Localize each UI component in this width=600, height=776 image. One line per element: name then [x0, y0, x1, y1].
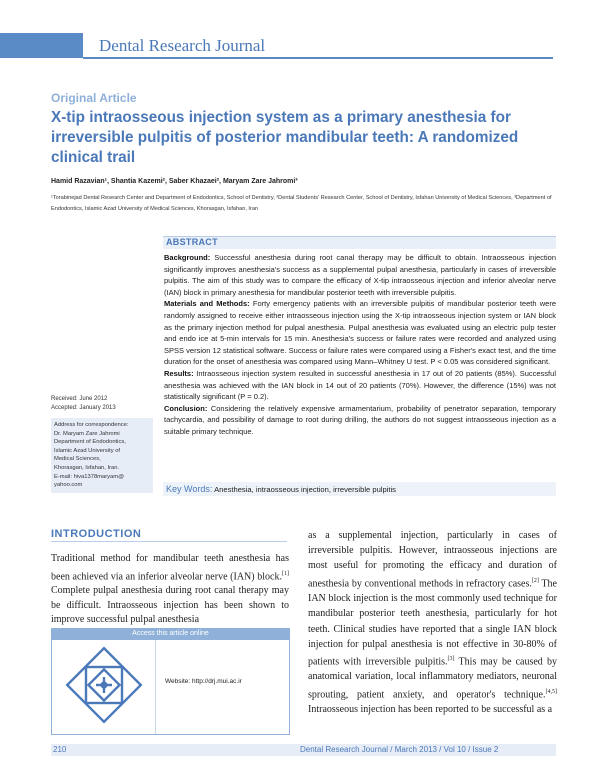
journal-logo-icon: [62, 643, 146, 727]
correspondence-line: Khorasgan, Isfahan, Iran.: [54, 464, 120, 471]
citation[interactable]: [3]: [447, 655, 455, 662]
background-label: Background:: [164, 253, 211, 262]
article-title: X-tip intraosseous injection system as a primary anesthesia for irreversible pulpitis of posterior mandibular teeth: A randomized clinical trail: [51, 109, 519, 166]
introduction-heading: INTRODUCTION: [51, 528, 142, 540]
header-rule: [83, 57, 553, 59]
citation[interactable]: [4,5]: [545, 688, 557, 695]
affiliations: ¹Torabinejad Dental Research Center and Department of Endodontics, School of Dentistry, ²Dental Students' Research Center, School of Dentistry, Isfahan University of Medical Sciences, ³Department of Endodontics, Islamic Azad University of Medical Sciences, Khorasgan, Isfahan, Iran: [51, 195, 552, 212]
correspondence-line: Department of Endodontics,: [54, 439, 126, 446]
intro-column-1: [51, 552, 289, 628]
citation[interactable]: [1]: [282, 570, 289, 577]
intro-text: The IAN block injection is the most commonly used technique for mandibular posterior teeth anesthesia, particularly for hot teeth. Clinical studies have reported that a single IAN block injection for pulpal anesthesia is not effective in 30-80% of patients with irreversible pulpitis.: [308, 577, 558, 668]
results-label: Results:: [164, 368, 194, 378]
introduction-rule: [51, 541, 287, 542]
correspondence-email[interactable]: E-mail: hiva1378maryam@: [54, 473, 124, 480]
website-link[interactable]: Website: http://drj.mui.ac.ir: [165, 678, 242, 685]
correspondence-line: Dr. Maryam Zare Jahromi: [54, 430, 120, 437]
article-dates: [51, 395, 116, 413]
access-online-heading: Access this article online: [51, 628, 290, 640]
abstract-heading: ABSTRACT: [166, 237, 218, 247]
correspondence: [54, 421, 152, 490]
intro-text: Traditional method for mandibular teeth anesthesia has been achieved via an inferior alveolar nerve (IAN) block.: [51, 553, 289, 582]
methods-text: Forty emergency patients with an irreversible pulpitis of mandibular posterior teeth were randomly assigned to receive either intraosseous injection using the X-tip intraosseous injection system or IAN block as the primary injection method for pulpal anesthesia. Pulpal anesthesia was evaluated using an electric pulp tester and endo ice at 5-min intervals for 15 min. Anesthesia's success or failure rates were recorded and analyzed using SPSS version 12 statistical software. Success or failure rates were compared using a Fisher's exact test, and the time duration for the onset of anesthesia was compared using Mann–Whitney U test. P < 0.05 was considered significant.: [164, 299, 556, 367]
correspondence-line: Medical Sciences,: [54, 456, 101, 463]
intro-text: as a supplemental injection, particularly in cases of irreversible pulpitis. However, intraosseous injections are most useful for promoting the efficacy and duration of anesthesia by conventional methods in refractory cases.: [308, 530, 557, 589]
page-number: 210: [53, 745, 67, 754]
abstract-header-band: [163, 236, 556, 249]
correspondence-label: Address for correspondence:: [54, 422, 129, 428]
citation[interactable]: [2]: [531, 577, 539, 584]
accepted-date: Accepted: January 2013: [51, 405, 116, 411]
keywords-label: Key Words:: [166, 484, 213, 494]
article-type-label: Original Article: [51, 91, 137, 105]
conclusion-text: Considering the relatively expensive armamentarium, probability of penetrator separation, temporary tachycardia, and possibility of damage to root during drilling, the authors do not suggest intraosseous injection as a suitable primary technique.: [164, 403, 556, 436]
abstract-body: [164, 252, 556, 438]
correspondence-email-cont[interactable]: yahoo.com: [54, 482, 83, 489]
keywords: [166, 484, 396, 494]
footer-citation: Dental Research Journal / March 2013 / Vol 10 / Issue 2: [300, 745, 499, 754]
journal-name: Dental Research Journal: [99, 36, 266, 55]
author-list: Hamid Razavian¹, Shantia Kazemi², Saber Khazaei², Maryam Zare Jahromi³: [51, 178, 298, 185]
intro-text: This may be caused by anatomical variation, local inflammatory mediators, neuronal sprouting, patient anxiety, and operator's technique.: [308, 656, 557, 701]
keywords-text: Anesthesia, intraosseous injection, irreversible pulpitis: [214, 485, 396, 494]
intro-column-2: [308, 528, 557, 717]
methods-label: Materials and Methods:: [164, 299, 250, 309]
intro-text: Intraosseous injection has been reported to be successful as a: [308, 704, 553, 716]
background-text: Successful anesthesia during root canal therapy may be difficult to obtain. Intraosseous injection significantly improves anesthesia's success as a supplemental pulpal anesthesia, particularly in cases of irreversible pulpitis. The aim of this study was to compare the efficacy of X-tip intraosseous injection and inferior alveolar nerve (IAN) block in primary anesthesia for mandibular posterior teeth with irreversible pulpitis.: [164, 253, 556, 297]
conclusion-label: Conclusion:: [164, 403, 208, 413]
received-date: Received: June 2012: [51, 396, 108, 402]
access-box-divider: [155, 640, 156, 734]
header-color-block: [0, 33, 83, 58]
correspondence-line: Islamic Azad University of: [54, 447, 121, 454]
results-text: Intraosseous injection system resulted in successful anesthesia in 17 out of 20 patients (85%). Successful anesthesia was achieved with the IAN block in 14 out of 20 patients (70%). However, the difference (15%) was not statistically significant (P = 0.2).: [164, 368, 556, 402]
intro-text: Complete pulpal anesthesia during root canal therapy may be difficult. Intraosseous injection has been shown to improve successful pulpal anesthesia: [51, 585, 289, 626]
